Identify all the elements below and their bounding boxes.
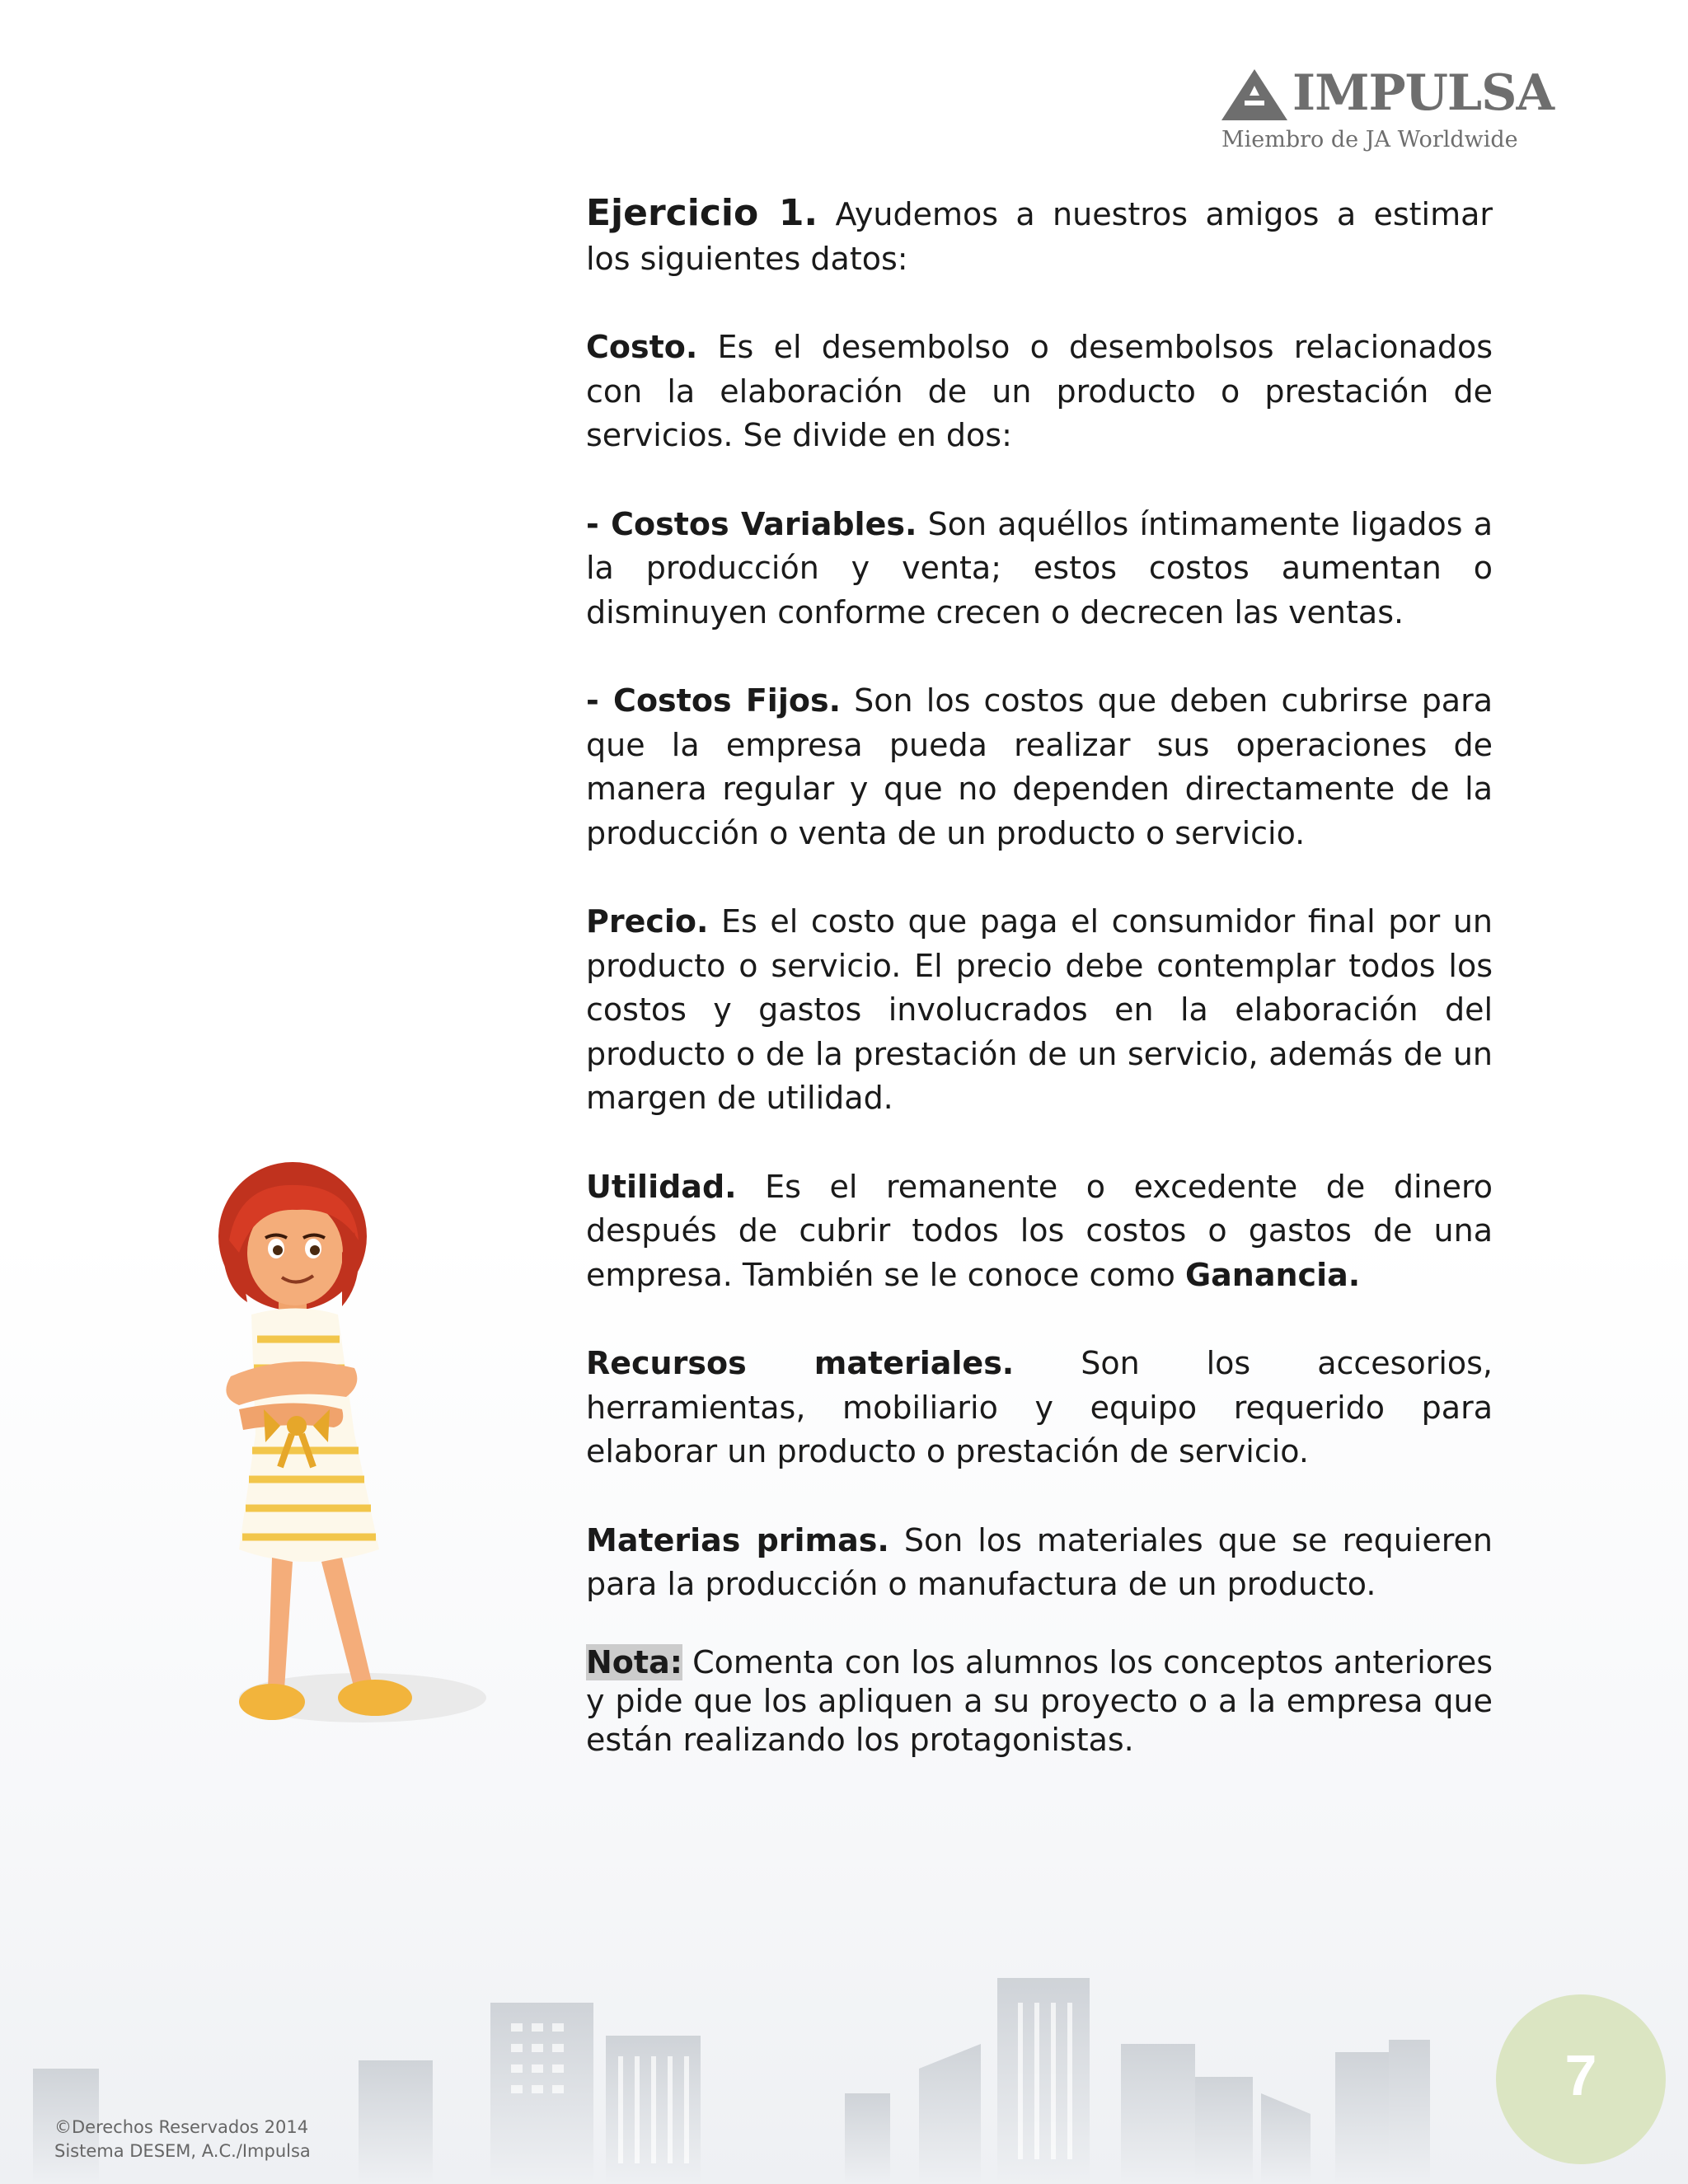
- costos-variables-text: Son aquéllos íntimamente ligados a la producción y venta; estos costos aumentan o disminuyen conforme crecen o decrecen las ventas.: [586, 505, 1493, 630]
- page-number: 7: [1564, 2043, 1597, 2107]
- costos-fijos-text: Son los costos que deben cubrirse para que la empresa pueda realizar sus operaciones de manera regular y que no dependen directamente de la producción o venta de un producto o servicio.: [586, 682, 1493, 851]
- logo-tagline: Miembro de JA Worldwide: [1221, 127, 1518, 152]
- recursos-text: Son los accesorios, herramientas, mobiliario y equipo requerido para elaborar un producto o prestación de servicio.: [586, 1345, 1493, 1469]
- ganancia-term: Ganancia.: [1184, 1256, 1361, 1293]
- impulsa-logo: [1220, 64, 1554, 155]
- note-text: Comenta con los alumnos los conceptos anteriores y pide que los apliquen a su proyecto o a la empresa que están realizando los protagonistas.: [586, 1643, 1493, 1758]
- impulsa-triangle-icon: [1220, 68, 1289, 122]
- costos-variables-term: - Costos Variables.: [586, 505, 917, 542]
- precio-text: Es el costo que paga el consumidor final por un producto o servicio. El precio debe contemplar todos los costos y gastos involucrados en la elaboración del producto o de la prestación de un servicio, además de un margen de utilidad.: [586, 903, 1493, 1116]
- materias-definition: [586, 1519, 1493, 1607]
- exercise-paragraph: [586, 191, 1493, 281]
- note-label: Nota:: [586, 1643, 682, 1680]
- utilidad-term: Utilidad.: [586, 1168, 737, 1205]
- recursos-definition: [586, 1342, 1493, 1474]
- page-number-badge: [1496, 1994, 1666, 2164]
- recursos-term: Recursos materiales.: [586, 1345, 1015, 1381]
- costos-fijos-term: - Costos Fijos.: [586, 682, 842, 719]
- logo-name: IMPULSA: [1292, 64, 1554, 122]
- precio-definition: [586, 900, 1493, 1121]
- costo-definition: [586, 326, 1493, 458]
- precio-term: Precio.: [586, 903, 709, 940]
- girl-illustration: [190, 1162, 503, 1821]
- copyright-notice: [54, 2116, 311, 2163]
- costo-term: Costo.: [586, 329, 698, 365]
- utilidad-definition: [586, 1165, 1493, 1298]
- costos-variables-definition: [586, 503, 1493, 635]
- copyright-line-2: Sistema DESEM, A.C./Impulsa: [54, 2141, 311, 2161]
- costo-text: Es el desembolso o desembolsos relacionados con la elaboración de un producto o prestación de servicios. Se divide en dos:: [586, 329, 1493, 453]
- copyright-line-1: ©Derechos Reservados 2014: [54, 2117, 309, 2137]
- materias-text: Son los materiales que se requieren para la producción o manufactura de un producto.: [586, 1521, 1493, 1602]
- costos-fijos-definition: [586, 679, 1493, 855]
- teacher-note: [586, 1643, 1493, 1760]
- materias-term: Materias primas.: [586, 1521, 889, 1558]
- main-content: [586, 191, 1493, 1791]
- exercise-text: Ayudemos a nuestros amigos a estimar los siguientes datos:: [586, 196, 1493, 277]
- utilidad-text: Es el remanente o excedente de dinero después de cubrir todos los costos o gastos de una empresa. También se le conoce como: [586, 1168, 1493, 1293]
- exercise-title: Ejercicio 1.: [586, 192, 818, 234]
